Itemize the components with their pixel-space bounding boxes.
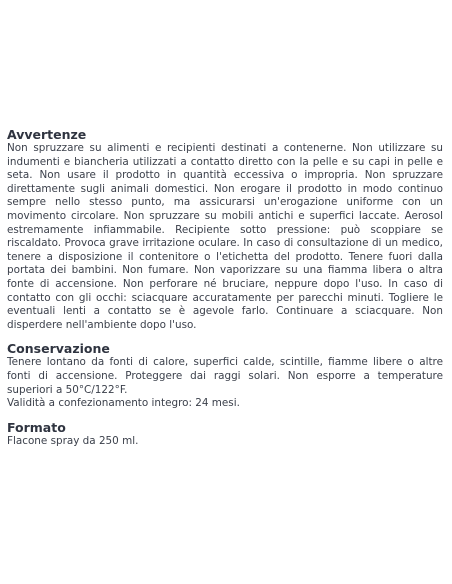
warnings-heading: Avvertenze xyxy=(7,127,87,142)
format-heading: Formato xyxy=(7,419,66,435)
storage-heading: Conservazione xyxy=(7,341,110,357)
validity-text: Validità a confezionamento integro: 24 mesi. xyxy=(7,397,240,410)
format-text: Flacone spray da 250 ml. xyxy=(7,434,139,447)
product-info xyxy=(7,127,443,457)
warnings-text: Non spruzzare su alimenti e recipienti destinati a contenerne. Non utilizzare su indumenti e biancheria utilizzati a contatto diretto con la pelle e su capi in pelle e seta. Non usare il prodotto in quantità eccessiva o impropria. Non spruzzare direttamente sugli animali domestici. Non erogare il prodotto in modo continuo sempre nello stesso punto, ma assicurarsi un'erogazione uniforme con un movimento circolare. Non spruzzare su mobili antichi e superfici laccate. Aerosol estremamente infiammabile. Recipiente sotto pressione: può scoppiare se riscaldato. Provoca grave irritazione oculare. In caso di consultazione di un medico, tenere a disposizione il contenitore o l'etichetta del prodotto. Tenere fuori dalla portata dei bambini. Non fumare. Non vaporizzare su una fiamma libera o altra fonte di accensione. Non perforare né bruciare, neppure dopo l'uso. In caso di contatto con gli occhi: sciacquare accuratamente per parecchi minuti. Togliere le eventuali lenti a contatto se è agevole farlo. Continuare a sciacquare. Non disperdere nell'ambiente dopo l'uso. xyxy=(7,142,443,331)
storage-section xyxy=(7,341,443,410)
format-section xyxy=(7,420,443,449)
warnings-section xyxy=(7,127,443,332)
storage-text: Tenere lontano da fonti di calore, superfici calde, scintille, fiamme libere o altre fonti di accensione. Proteggere dai raggi solari. Non esporre a temperature superiori a 50°C/122°F. xyxy=(7,356,443,396)
